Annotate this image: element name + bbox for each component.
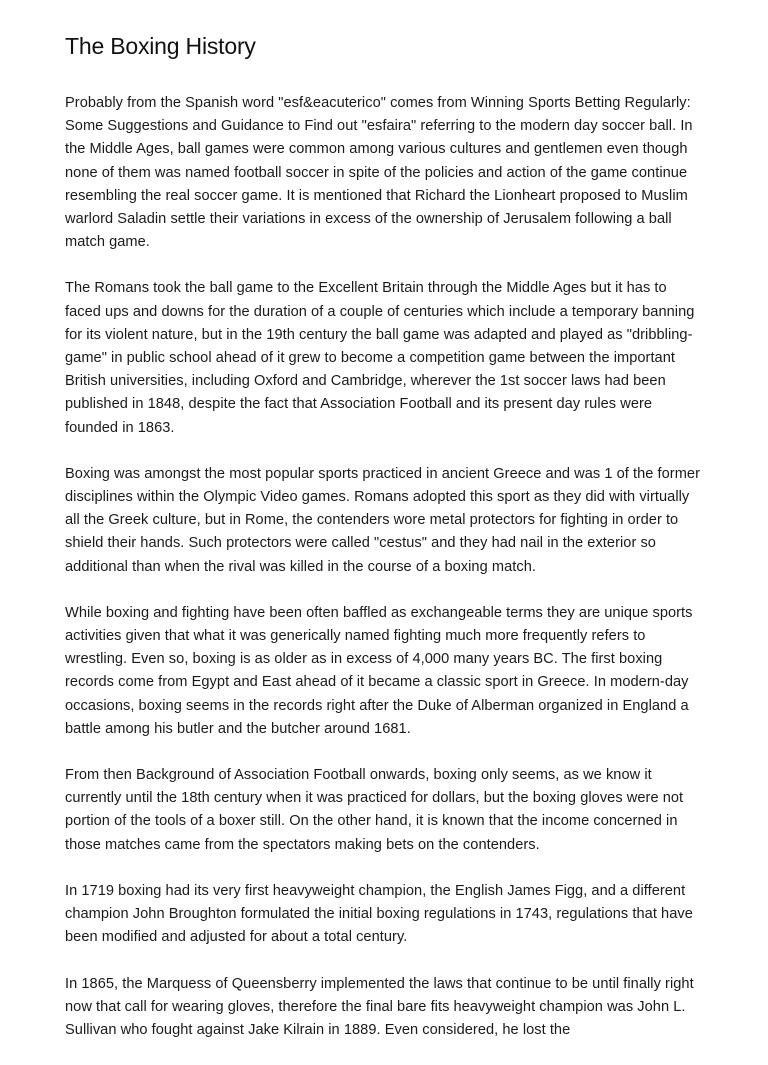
paragraph-origin-of-football: Probably from the Spanish word "esf&eacuterico" comes from Winning Sports Betting Regularly: Some Suggestions and Guidance to Find out "esfaira" referring to the modern day soccer ball. In the Middle Ages, ball games were common among various cultures and gentlemen even though none of them was named football soccer in spite of the policies and action of the game continue resembling the real soccer game. It is mentioned that Richard the Lionheart proposed to Muslim warlord Saladin settle their variations in excess of the ownership of Jerusalem following a ball match game. <box>65 95 693 251</box>
paragraph-boxing-vs-fighting: While boxing and fighting have been often baffled as exchangeable terms they are unique sports activities given that what it was generically named fighting much more frequently refers to wrestling. Even so, boxing is as older as in excess of 4,000 many years BC. The first boxing records come from Egypt and East ahead of it became a classic sport in Greece. In modern-day occasions, boxing seems in the records right after the Duke of Alberman organized in England a battle among his butler and the butcher around 1681. <box>65 604 693 737</box>
document-title: The Boxing History <box>65 33 256 59</box>
paragraph-queensberry-rules: In 1865, the Marquess of Queensberry implemented the laws that continue to be until finally right now that call for wearing gloves, therefore the final bare fits heavyweight champion was John L. Sullivan who fought against Jake Kilrain in 1889. Even considered, he lost the <box>65 975 694 1038</box>
document-page <box>65 28 705 1065</box>
paragraph-first-champion: In 1719 boxing had its very first heavyweight champion, the English James Figg, and a different champion John Broughton formulated the initial boxing regulations in 1743, regulations that have been modified and adjusted for about a total century. <box>65 882 693 946</box>
paragraph-18th-century: From then Background of Association Football onwards, boxing only seems, as we know it currently until the 18th century when it was practiced for dollars, but the boxing gloves were not portion of the tools of a boxer still. On the other hand, it is known that the income concerned in those matches came from the spectators making bets on the contenders. <box>65 767 684 853</box>
paragraph-romans-britain: The Romans took the ball game to the Excellent Britain through the Middle Ages but it has to faced ups and downs for the duration of a couple of centuries which include a temporary banning for its violent nature, but in the 19th century the ball game was adapted and played as "dribbling-game" in public school ahead of it grew to become a competition game between the important British universities, including Oxford and Cambridge, wherever the 1st soccer laws had been published in 1848, despite the fact that Association Football and its present day rules were founded in 1863. <box>65 280 695 436</box>
paragraph-boxing-ancient-greece: Boxing was amongst the most popular sports practiced in ancient Greece and was 1 of the former disciplines within the Olympic Video games. Romans adopted this sport as they did with virtually all the Greek culture, but in Rome, the contenders wore metal protectors for fighting in order to shield their hands. Such protectors were called "cestus" and they had nail in the exterior so additional than when the rival was killed in the course of a boxing match. <box>65 465 700 575</box>
